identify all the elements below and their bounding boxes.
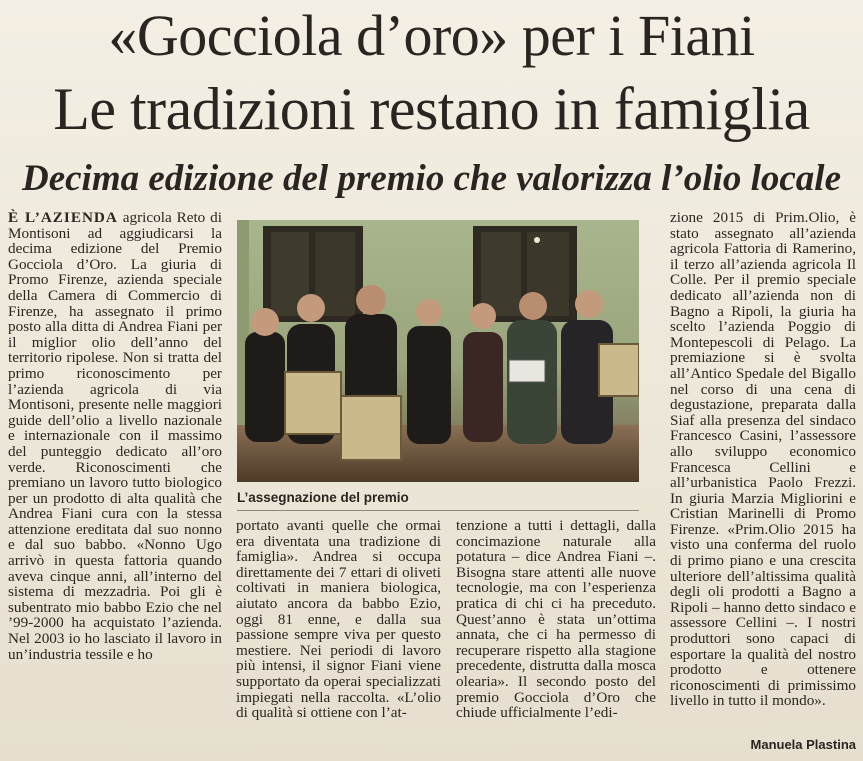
headline-line-1: «Gocciola d’oro» per i Fiani [108, 3, 755, 68]
article-text-3: tenzione a tutti i dettagli, dalla concimazione naturale alla potatura – dice Andrea Fiani –. Bisogna stare attenti alle nuove tecnologie, ma con l’esperienza pratica di chi ci ha preceduto. Quest’anno è stata un’ottima annata, che ci ha permesso di recuperare rispetto alla stagione precedente, distrutta dalla mosca olearia». Il secondo posto del premio Gocciola d’Oro che chiude ufficialmente l’edi- [456, 517, 656, 722]
photo-caption: L’assegnazione del premio [237, 490, 409, 505]
article-text-4: zione 2015 di Prim.Olio, è stato assegnato all’azienda agricola Fattoria di Ramerino, il terzo all’azienda agricola Il Colle. Per il premio speciale dedicato all’azienda non di Bagno a Ripoli, la giuria ha scelto l’azienda Poggio di Montepescoli di Pelago. La premiazione si è svolta all’Antico Spedale del Bigallo nel corso di una cena di degustazione, preparata dalla Siaf alla presenza del sindaco Francesco Casini, l’assessore allo sviluppo economico Francesca Cellini e all’urbanistica Paolo Frezzi. In giuria Marzia Migliorini e Cristian Marinelli di Promo Firenze. «Prim.Olio 2015 ha visto una conferma del ruolo di primo piano e una crescita ulteriore dell’altissima qualità degli oli prodotti a Bagno a Ripoli – hanno detto sindaco e assessore Cellini –. I nostri produttori sono capaci di esportare la qualità del nostro prodotto e ottenere riconoscimenti di primissimo livello in tutto il mondo». [670, 209, 856, 710]
article-text-2: portato avanti quelle che ormai era diventata una tradizione di famiglia». Andrea si occupa direttamente dei 7 ettari di oliveti coltivati in maniera biologica, aiutato ancora da babbo Ezio, oggi 81 enne, e dalla sua passione sempre viva per questo mestiere. Nei periodi di lavoro più intensi, il signor Fiani viene supportato da operai specializzati impiegati nella raccolta. «L’olio di qualità si ottiene con l’at- [236, 517, 441, 722]
subheadline: Decima edizione del premio che valorizza l’olio locale [21, 158, 841, 199]
article-column-3 [456, 518, 656, 721]
article-text-1: agricola Reto di Montisoni ad aggiudicarsi la decima edizione del Premio Gocciola d’Oro. La giuria di Promo Firenze, azienda speciale della Camera di Commercio di Firenze, ha assegnato il primo posto alla ditta di Andrea Fiani per il miglior olio dell’anno del territorio ripolese. Non si tratta del primo riconoscimento per l’azienda agricola di via Montisoni, presente nelle maggiori guide dell’olio a livello nazionale e internazionale con il massimo del punteggio dedicato all’oro verde. Riconoscimenti che premiano un lavoro tutto biologico per un prodotto di alta qualità che Andrea Fiani cura con la stessa attenzione ereditata dal suo nonno e dal suo babbo. «Nonno Ugo arrivò in questa fattoria quando aveva cinque anni, all’interno del sistema di mezzadria. Poi gli è subentrato mio babbo Ezio che nel ’99-2000 ha acquistato l’azienda. Nel 2003 io ho lasciato il lavoro in un’industria tessile e ho [8, 209, 222, 663]
author-signature: Manuela Plastina [750, 737, 856, 752]
article-column-4 [670, 210, 856, 709]
caption-divider [237, 510, 639, 511]
award-photo [237, 220, 639, 482]
article-column-1 [8, 210, 222, 662]
headline-line-2: Le tradizioni restano in famiglia [53, 76, 810, 142]
article-column-2 [236, 518, 441, 721]
award-photo-image [237, 220, 639, 482]
article-lead-in: È L’AZIENDA [8, 209, 118, 226]
